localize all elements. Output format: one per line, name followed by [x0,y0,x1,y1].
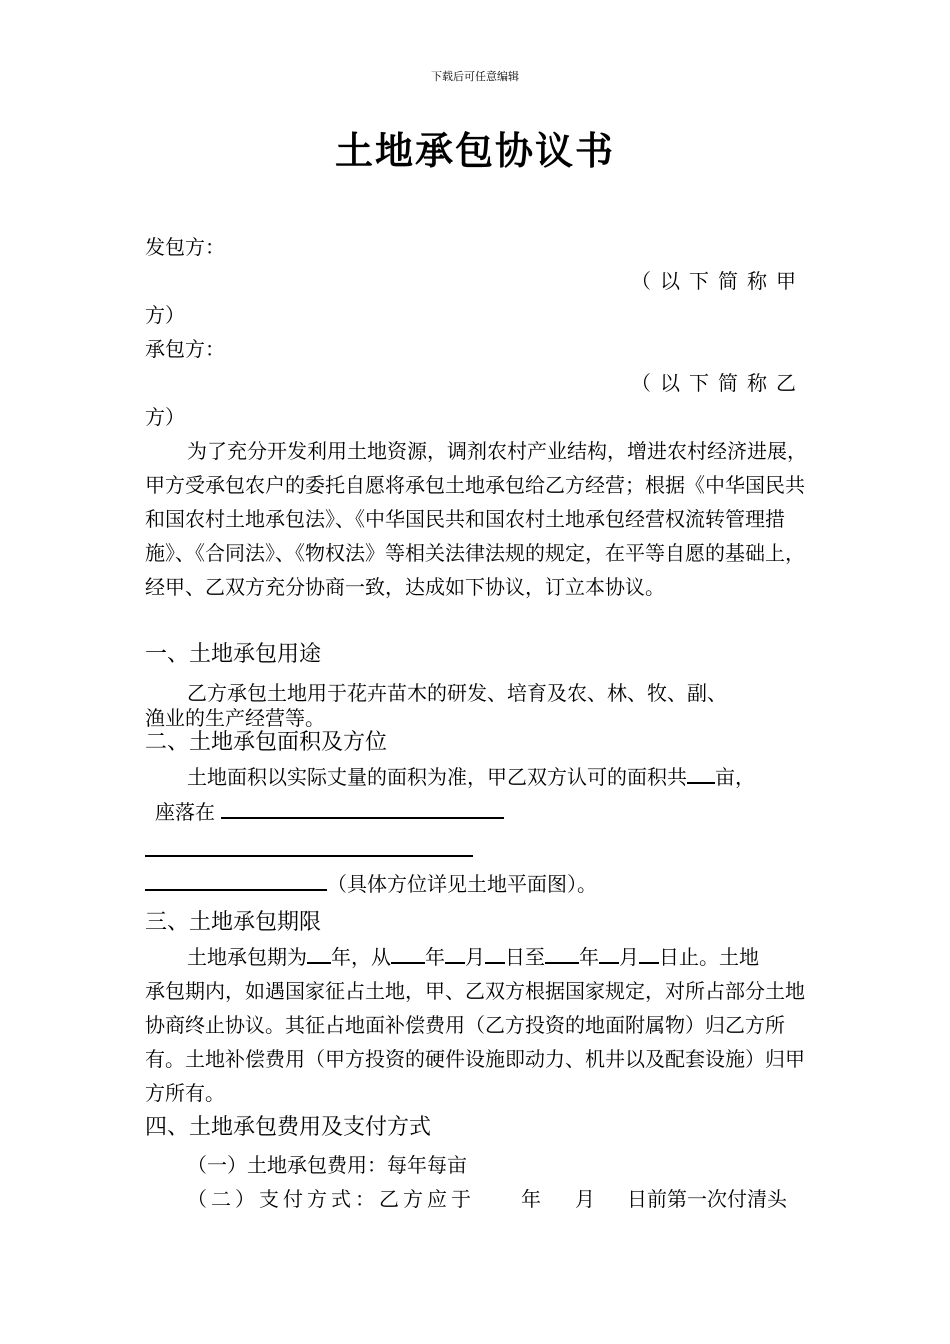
party-b-label: 承包方： [145,337,225,361]
term-text-e: 日至 [505,945,545,969]
section-4-item-2 [187,1182,787,1216]
term-text-d: 月 [465,945,485,969]
section-3-title: 三、土地承包期限 [145,910,322,935]
area-blank [687,781,715,784]
location-blank-1 [221,816,504,819]
area-text: 土地面积以实际丈量的面积为准，甲乙双方认可的面积共 [187,765,687,789]
section-1-text-1: 乙方承包土地用于花卉苗木的研发、培育及农、林、牧、副、 [187,681,727,705]
section-3-text-1 [187,940,759,974]
section-1-title: 一、土地承包用途 [145,642,322,667]
term-text-b: 年，从 [331,945,391,969]
start-day-blank [485,961,505,964]
party-a-abbrev: （以下简称甲 [631,269,805,293]
term-text-h: 日止。土地 [659,945,759,969]
payment-text-d: 日前第一次付清头 [627,1187,787,1211]
section-2-text-4 [145,867,597,901]
party-b-abbrev-end: 方） [145,405,185,429]
term-text-g: 月 [619,945,639,969]
end-year-blank [545,961,579,964]
section-2-title: 二、土地承包面积及方位 [145,730,388,755]
section-3-paragraph: 承包期内，如遇国家征占土地，甲、乙双方根据国家规定，对所占部分土地协商终止协议。其征占地面补偿费用（乙方投资的地面附属物）归乙方所有。土地补偿费用（甲方投资的硬件设施即动力、机井以及配套设施）归甲方所有。 [145,979,805,1105]
payment-month: 月 [575,1187,595,1211]
section-1-text-2: 渔业的生产经营等。 [145,706,325,730]
section-4-title: 四、土地承包费用及支付方式 [145,1115,432,1140]
payment-text-a: （二）支付方式：乙方应于 [187,1187,475,1211]
location-note: （具体方位详见土地平面图）。 [327,872,597,896]
area-unit: 亩， [715,765,755,789]
section-4-item-1: （一）土地承包费用：每年每亩 [187,1153,467,1177]
location-label: 座落在 [155,800,215,824]
term-years-blank [307,961,331,964]
section-2-text-1 [187,760,755,794]
term-text-c: 年 [425,945,445,969]
term-text-a: 土地承包期为 [187,945,307,969]
header-note: 下载后可任意编辑 [431,70,519,83]
end-day-blank [639,961,659,964]
party-a-label: 发包方： [145,235,225,259]
payment-year: 年 [521,1187,541,1211]
section-2-text-2 [155,795,504,829]
party-a-abbrev-end: 方） [145,303,185,327]
end-month-blank [599,961,619,964]
preamble-paragraph: 为了充分开发利用土地资源，调剂农村产业结构，增进农村经济进展，甲方受承包农户的委托自愿将承包土地承包给乙方经营；根据《中华国民共和国农村土地承包法》、《中华国民共和国农村土地承包经营权流转管理措施》、《合同法》、《物权法》等相关法律法规的规定，在平等自愿的基础上，经甲、乙双方充分协商一致，达成如下协议，订立本协议。 [145,439,807,599]
location-blank-3 [145,888,327,891]
term-text-f: 年 [579,945,599,969]
location-blank-2 [145,855,473,857]
start-month-blank [445,961,465,964]
party-b-abbrev: （以下简称乙 [631,371,805,395]
document-title: 土地承包协议书 [334,128,615,173]
start-year-blank [391,961,425,964]
